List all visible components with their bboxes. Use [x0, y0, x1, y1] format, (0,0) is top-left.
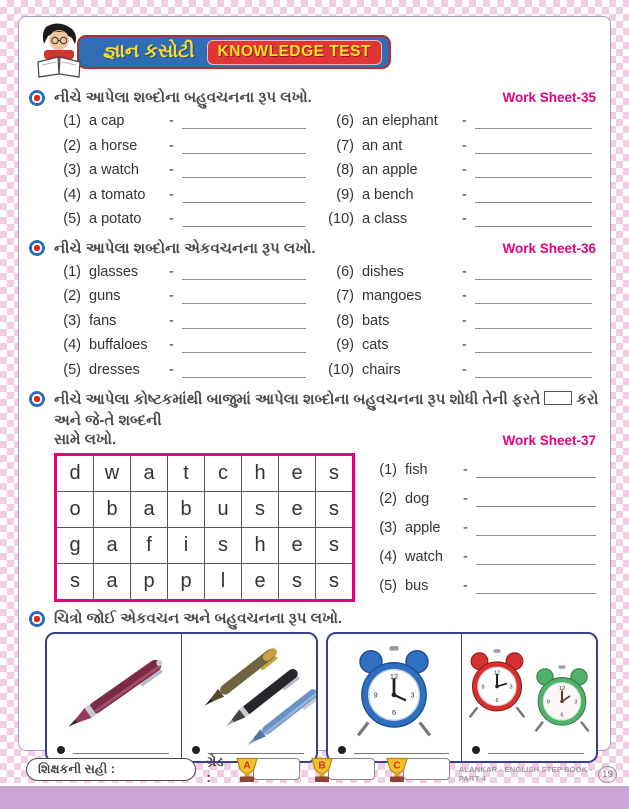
- answer-blank: [476, 520, 596, 536]
- answer-blank: [182, 362, 306, 378]
- single-clock-cell: [328, 634, 463, 761]
- picture-boxes: [29, 632, 600, 763]
- word-item: (6) an elephant -: [322, 109, 596, 134]
- word-item: (3) apple -: [371, 513, 600, 542]
- answer-blank: [182, 162, 306, 178]
- page-title-gujarati: જ્ઞાન કસોટી: [103, 41, 195, 62]
- word-item: (5) bus -: [371, 571, 600, 600]
- green-alarm-clock-image: [528, 663, 596, 737]
- page-number: 19: [598, 766, 617, 783]
- section3-body: [29, 453, 600, 602]
- svg-text:6: 6: [495, 697, 499, 704]
- svg-text:A: A: [243, 760, 251, 771]
- boy-reading-book-icon: [31, 23, 87, 81]
- book-label-row: [459, 765, 617, 783]
- word-item: (4) a tomato -: [49, 183, 310, 208]
- target-bullet-icon: [29, 391, 45, 407]
- answer-blank: [476, 491, 596, 507]
- svg-text:C: C: [393, 760, 401, 771]
- answer-blank: [182, 288, 306, 304]
- section3-word-list: [371, 453, 600, 602]
- word-item: (4) buffaloes -: [49, 333, 310, 358]
- target-bullet-icon: [29, 611, 45, 627]
- answer-blank: [475, 288, 592, 304]
- svg-text:6: 6: [560, 711, 564, 718]
- trophy-a-icon: [234, 756, 260, 783]
- section2-instruction: નીચે આપેલા શબ્દોના એકવચનના રૂપ લખો.: [54, 239, 316, 257]
- grade-c-unit: [384, 756, 450, 783]
- answer-blank: [475, 138, 592, 154]
- svg-text:9: 9: [546, 698, 550, 705]
- section4-instruction-row: [29, 610, 600, 627]
- word-item: (2) guns -: [49, 284, 310, 309]
- answer-blank: [182, 138, 306, 154]
- section1-instruction-row: [29, 89, 600, 106]
- worksheet-35-label: Work Sheet-35: [502, 90, 596, 105]
- answer-blank: [182, 337, 306, 353]
- svg-text:6: 6: [392, 707, 397, 717]
- word-item: (1) fish -: [371, 455, 600, 484]
- answer-blank: [475, 211, 592, 227]
- trophy-c-icon: [384, 756, 410, 783]
- target-bullet-icon: [29, 90, 45, 106]
- teacher-signature-field: શિક્ષકની સહી :: [26, 758, 196, 781]
- word-search-grid: d w a t c h e s o b a b u s e s g a f i s h e s s a p p l e s s: [54, 453, 355, 602]
- book-title: ALANKAR - ENGLISH STEP BOOK - PART 4: [458, 765, 593, 783]
- grade-b-box: [328, 758, 375, 780]
- grade-label: ગ્રેડ :: [206, 753, 224, 785]
- footer: [26, 753, 617, 785]
- circle-here-box: [544, 391, 572, 405]
- word-item: (7) mangoes -: [322, 284, 596, 309]
- answer-blank: [475, 113, 592, 129]
- word-item: (9) cats -: [322, 333, 596, 358]
- answer-blank: [475, 313, 592, 329]
- answer-blank: [182, 264, 306, 280]
- word-item: (7) an ant -: [322, 134, 596, 159]
- title-bar: [77, 35, 391, 69]
- svg-text:12: 12: [493, 670, 501, 676]
- word-item: (2) a horse -: [49, 134, 310, 159]
- answer-blank: [182, 313, 306, 329]
- word-item: (5) dresses -: [49, 358, 310, 383]
- answer-blank: [476, 462, 596, 478]
- word-item: (2) dog -: [371, 484, 600, 513]
- word-item: (6) dishes -: [322, 260, 596, 285]
- clocks-picture-box: [326, 632, 599, 763]
- answer-blank: [475, 187, 592, 203]
- bottom-lavender-bar: [0, 783, 629, 809]
- answer-blank: [182, 113, 306, 129]
- section1-instruction: નીચે આપેલા શબ્દોના બહુવચનના રૂપ લખો.: [54, 89, 312, 106]
- section2-instruction-row: [29, 240, 600, 257]
- word-item: (1) a cap -: [49, 109, 310, 134]
- section2-items: [29, 260, 600, 383]
- word-item: (8) an apple -: [322, 158, 596, 183]
- word-item: (9) a bench -: [322, 183, 596, 208]
- svg-text:3: 3: [509, 684, 513, 690]
- svg-text:3: 3: [410, 690, 415, 700]
- svg-text:9: 9: [373, 690, 378, 700]
- section3-instruction: નીચે આપેલા કોષ્ટકમાંથી બાજુમાં આપેલા શબ્દોના બહુવચનના રૂપ શોધી તેની ફરતે કરો અને જે-તે શબ્દની: [29, 389, 600, 431]
- answer-blank: [182, 187, 306, 203]
- section1-items: [29, 109, 600, 232]
- word-item: (3) a watch -: [49, 158, 310, 183]
- grade-a-unit: [234, 756, 300, 783]
- answer-blank: [476, 578, 596, 594]
- grade-c-box: [403, 758, 450, 780]
- word-item: (10) chairs -: [322, 358, 596, 383]
- pens-picture-box: [45, 632, 318, 763]
- three-pens-image: [182, 646, 316, 750]
- three-pens-cell: [182, 634, 316, 761]
- svg-text:12: 12: [390, 671, 399, 681]
- blue-alarm-clock-image: [348, 644, 440, 742]
- word-item: (3) fans -: [49, 309, 310, 334]
- word-item: (4) watch -: [371, 542, 600, 571]
- single-pen-cell: [47, 634, 182, 761]
- svg-text:B: B: [318, 760, 326, 771]
- worksheet-37-label: Work Sheet-37: [502, 433, 596, 448]
- worksheet-36-label: Work Sheet-36: [502, 240, 596, 256]
- page-title-english: KNOWLEDGE TEST: [217, 42, 371, 60]
- two-clocks-cell: [462, 634, 596, 761]
- svg-text:3: 3: [574, 698, 578, 705]
- answer-blank: [475, 162, 592, 178]
- answer-blank: [476, 549, 596, 565]
- trophy-b-icon: [309, 756, 335, 783]
- single-pen-image: [49, 650, 179, 746]
- grade-a-box: [253, 758, 300, 780]
- section3-instruction-line2: સામે લખો. Work Sheet-37: [54, 431, 596, 448]
- target-bullet-icon: [29, 240, 45, 256]
- word-item: (5) a potato -: [49, 207, 310, 232]
- word-item: (10) a class -: [322, 207, 596, 232]
- red-alarm-clock-image: [462, 647, 532, 723]
- grade-b-unit: [309, 756, 375, 783]
- answer-blank: [475, 362, 592, 378]
- section4-instruction: ચિત્રો જોઈ એકવચન અને બહુવચનના રૂપ લખો.: [54, 610, 343, 627]
- answer-blank: [182, 211, 306, 227]
- word-item: (1) glasses -: [49, 260, 310, 285]
- svg-text:12: 12: [558, 685, 566, 692]
- answer-blank: [475, 264, 592, 280]
- knowledge-test-badge: [207, 40, 382, 65]
- word-item: (8) bats -: [322, 309, 596, 334]
- header: [31, 23, 600, 81]
- content-frame: [18, 16, 611, 751]
- svg-text:9: 9: [481, 684, 485, 690]
- answer-blank: [475, 337, 592, 353]
